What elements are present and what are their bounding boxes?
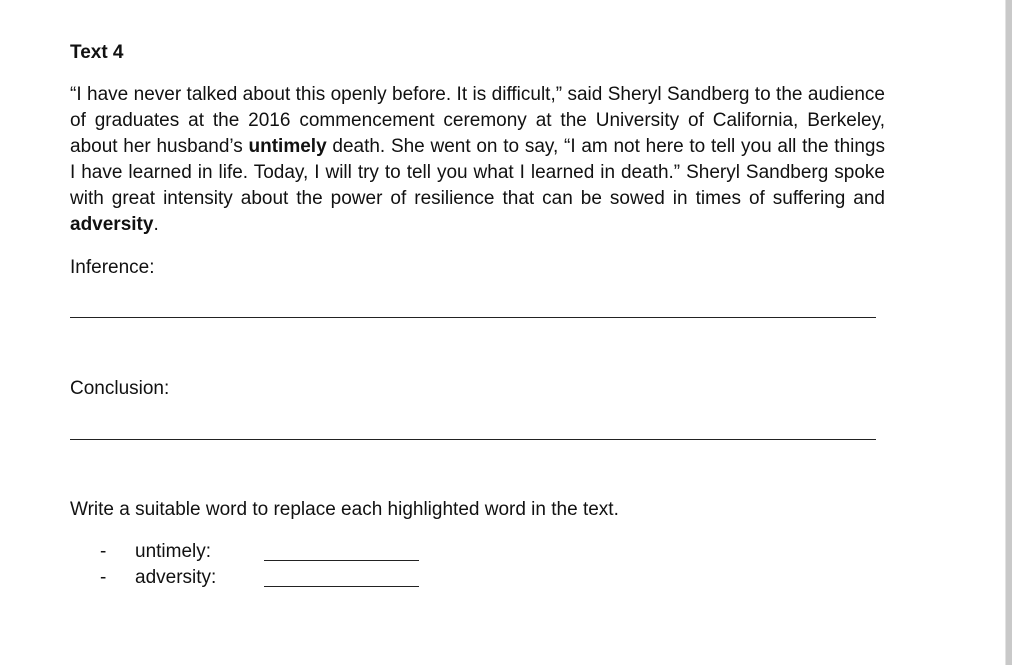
inference-label: Inference: bbox=[70, 257, 155, 278]
scrollbar-track[interactable] bbox=[1006, 0, 1012, 665]
reading-passage bbox=[70, 82, 885, 238]
vocab-item-untimely bbox=[100, 541, 430, 567]
vocabulary-instruction: Write a suitable word to replace each highlighted word in the text. bbox=[70, 499, 619, 520]
conclusion-answer-line[interactable] bbox=[70, 439, 876, 440]
vocab-answer-blank[interactable] bbox=[264, 560, 419, 561]
vocab-word-label: adversity: bbox=[135, 567, 217, 588]
highlighted-word-untimely: untimely bbox=[248, 136, 327, 157]
text-heading: Text 4 bbox=[70, 42, 124, 63]
conclusion-label: Conclusion: bbox=[70, 378, 170, 399]
passage-part-1: “I have never talked about this openly before. It is difficult,” said Sheryl Sandberg to the audience of graduates at the 2016 commencement ceremony at the University of California, Berkeley, about her husband’s bbox=[70, 84, 885, 157]
highlighted-word-adversity: adversity bbox=[70, 214, 154, 235]
passage-part-3: . bbox=[153, 214, 159, 235]
inference-answer-line[interactable] bbox=[70, 317, 876, 318]
passage-part-2: death. She went on to say, “I am not here to tell you all the things I have learned in life. Today, I will try to tell you what I learned in death.” Sheryl Sandberg spoke with great intensity about the power of resilience that can be sowed in times of suffering and bbox=[70, 136, 885, 209]
bullet-dash: - bbox=[100, 567, 107, 588]
vocab-item-adversity bbox=[100, 567, 430, 593]
bullet-dash: - bbox=[100, 541, 107, 562]
vocab-word-label: untimely: bbox=[135, 541, 212, 562]
vocab-answer-blank[interactable] bbox=[264, 586, 419, 587]
